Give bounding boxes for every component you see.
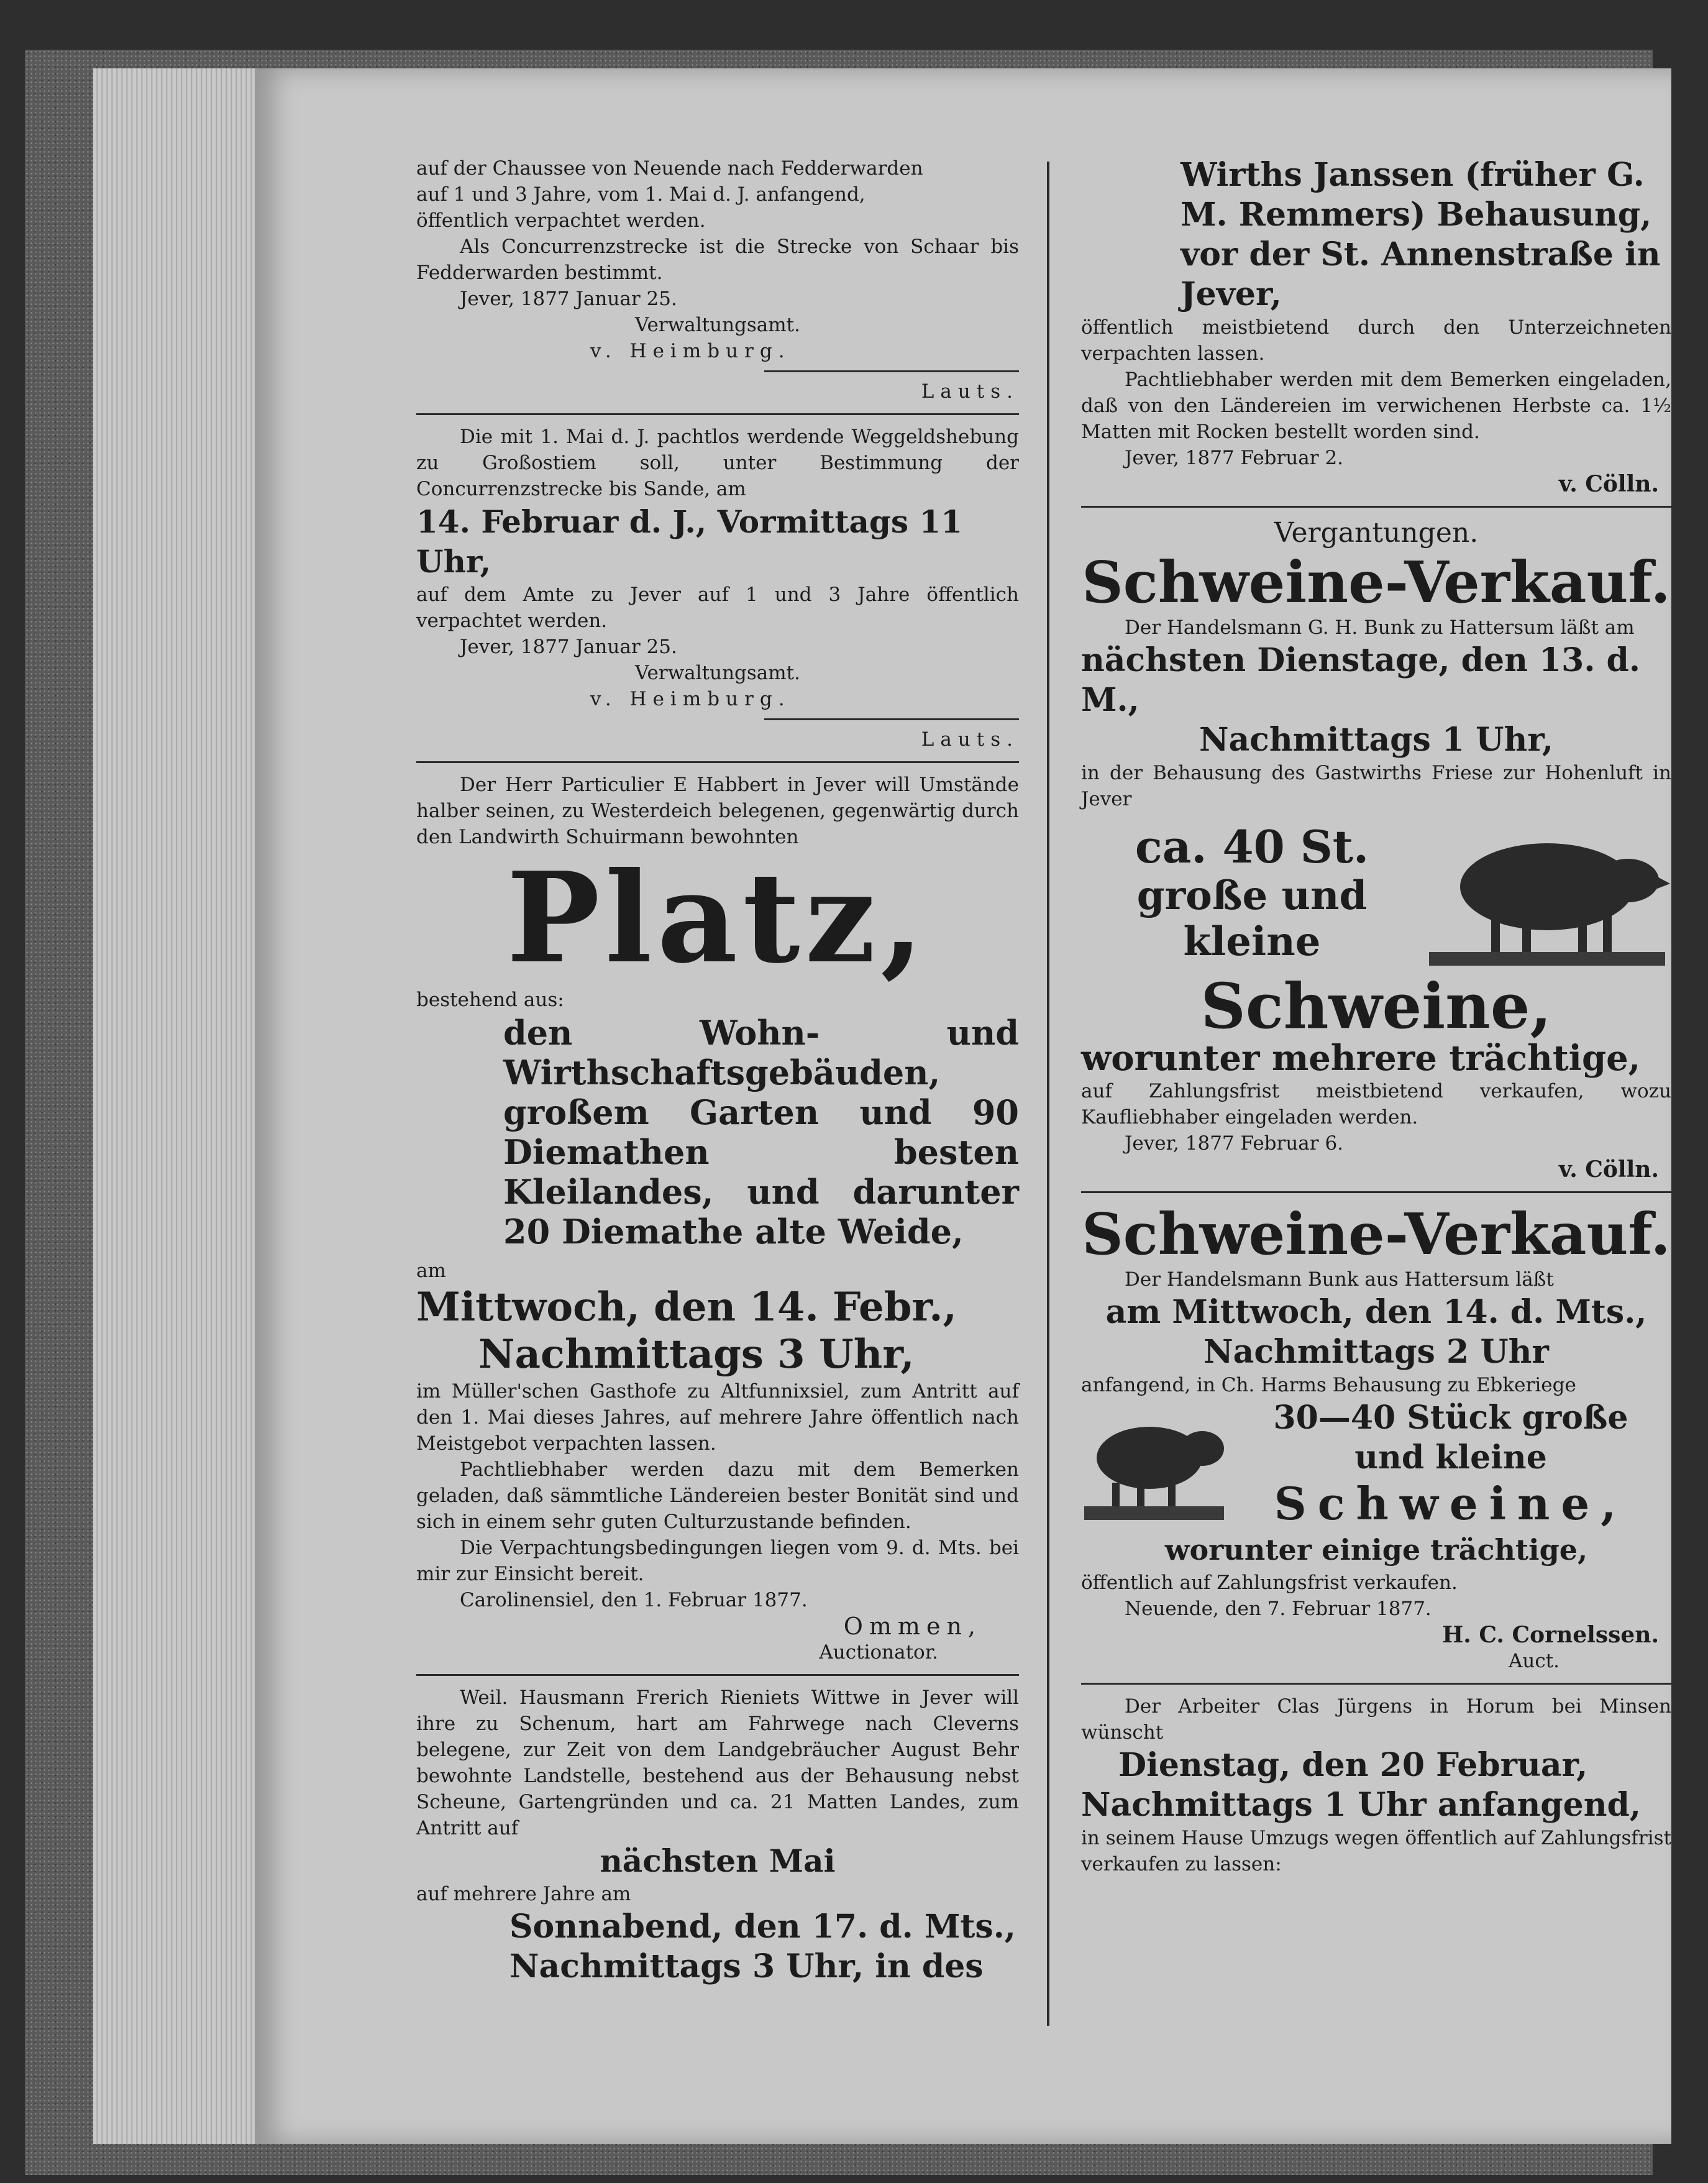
text-paragraph: Der Herr Particulier E Habbert in Jever will Umstände halber seinen, zu Westerdeich belegenen, gegenwärtig durch den Landwirth Schuirmann bewohnten [416,774,1019,848]
ad-juergens [1081,1693,1671,1877]
date-line: Jever, 1877 Februar 2. [1125,447,1344,469]
place-date: Carolinensiel, den 1. Februar 1877. [460,1589,808,1611]
sub-headline: worunter mehrere trächtige, [1081,1038,1641,1079]
text-paragraph: anfangend, in Ch. Harms Behausung zu Ebkeriege [1081,1374,1576,1396]
text-paragraph: auf dem Amte zu Jever auf 1 und 3 Jahre öffentlich verpachtet werden. [416,584,1019,632]
text-line: auf der Chaussee von Neuende nach Fedderwarden [416,157,923,180]
time-headline: Nachmittags 1 Uhr anfangend, [1081,1786,1641,1824]
ad-chaussee [416,155,1019,405]
details: den Wohn- und Wirthschaftsgebäuden, großem Garten und 90 Diemathen besten Kleilandes, und darunter 20 Diemathe alte Weide, [503,1013,1019,1252]
time-headline: Nachmittags 3 Uhr, in des [509,1947,984,1985]
text-paragraph: Die mit 1. Mai d. J. pachtlos werdende Weggeldshebung zu Großostiem soll, unter Bestimmung der Concurrenzstrecke bis Sande, am [416,426,1019,500]
text-paragraph: öffentlich auf Zahlungsfrist verkaufen. [1081,1572,1458,1594]
date-headline: nächsten Dienstage, den 13. d. M., [1081,641,1641,719]
text-paragraph: im Müller'schen Gasthofe zu Altfunnixsiel, zum Antritt auf den 1. Mai dieses Jahres, auf mehrere Jahre öffentlich nach Meistgebot verpachten lassen. [416,1380,1019,1455]
text-paragraph: öffentlich meistbietend durch den Unterzeichneten verpachten lassen. [1081,316,1671,365]
right-column [1081,155,1671,1877]
date-line: Neuende, den 7. Februar 1877. [1125,1598,1432,1620]
text-paragraph: Die Verpachtungsbedingungen liegen vom 9. d. Mts. bei mir zur Einsicht bereit. [416,1537,1019,1585]
text-line: bestehend aus: [416,989,564,1011]
short-rule [764,718,1019,720]
signature: H. C. Cornelssen. [1442,1622,1659,1648]
time-headline: Nachmittags 3 Uhr, [478,1331,915,1378]
ad-platz [416,772,1019,1665]
cosignature: Lauts. [921,728,1019,751]
headline: Wirths Janssen (früher G. [1181,156,1645,194]
ad-landstelle [416,1685,1019,1987]
office-line: Verwaltungsamt. [635,314,800,336]
ad-weggeld [416,424,1019,753]
divider-rule [416,413,1019,415]
role-line: Auct. [1508,1650,1560,1672]
pig-offer [1081,1398,1671,1530]
page-stack-edge [93,68,261,2144]
size-line: und kleine [1354,1439,1547,1476]
date-headline: Sonnabend, den 17. d. Mts., [509,1908,1016,1946]
divider-rule [416,761,1019,763]
text-line: öffentlich verpachtet werden. [416,209,706,232]
text-paragraph: Der Arbeiter Clas Jürgens in Horum bei Minsen wünscht [1081,1695,1671,1744]
text-paragraph: in der Behausung des Gastwirths Friese zur Hohenluft in Jever [1081,762,1671,810]
signature: v. Cölln. [1558,1156,1659,1183]
sub-headline: worunter einige trächtige, [1164,1533,1588,1567]
ad-janssen [1081,155,1671,497]
headline: Jever, [1181,275,1282,313]
time-headline: Nachmittags 1 Uhr, [1199,721,1554,759]
boar-icon [1423,812,1671,974]
date-headline: Mittwoch, den 14. Febr., [416,1284,957,1330]
signature: v. Heimburg. [590,340,791,362]
headline: vor der St. Annenstraße in [1181,236,1661,273]
divider-rule [1081,1683,1671,1685]
animal-headline: Schweine, [1200,969,1552,1043]
signature: v. Cölln. [1558,471,1659,497]
headline: 14. Februar d. J., Vormittags 11 Uhr, [416,503,963,580]
date-line: Jever, 1877 Januar 25. [460,636,677,658]
cosignature: Lauts. [921,380,1019,403]
ad-title: Schweine-Verkauf. [1082,1201,1671,1268]
office-line: Verwaltungsamt. [635,662,800,684]
ad-schweine-2 [1081,1202,1671,1674]
text-line: auf 1 und 3 Jahre, vom 1. Mai d. J. anfangend, [416,183,865,206]
text-paragraph: Weil. Hausmann Frerich Rieniets Wittwe in Jever will ihre zu Schenum, hart am Fahrwege nach Cleverns belegene, zur Zeit von dem Landgebräucher August Behr bewohnte Landstelle, bestehend aus der Behausung nebst Scheune, Gartengründen und ca. 21 Matten Landes, zum Antritt auf [416,1686,1019,1839]
section-heading: Vergantungen. [1274,517,1479,549]
divider-rule [1081,506,1671,508]
platz-title: Platz, [506,845,929,991]
pig-icon [1081,1402,1230,1526]
pig-offer [1081,812,1671,974]
text-paragraph: Als Concurrenzstrecke ist die Strecke von Schaar bis Fedderwarden bestimmt. [416,236,1019,284]
date-headline: am Mittwoch, den 14. d. Mts., [1105,1293,1647,1331]
divider-rule [416,1674,1019,1676]
time-headline: Nachmittags 2 Uhr [1203,1333,1549,1371]
ad-schweine-1 [1081,550,1671,1183]
headline: M. Remmers) Behausung, [1181,196,1652,234]
text-paragraph: Der Handelsmann G. H. Bunk zu Hattersum läßt am [1125,616,1635,639]
date-line: Jever, 1877 Januar 25. [460,288,677,310]
ad-title: Schweine-Verkauf. [1082,549,1671,616]
size-line: kleine [1183,918,1321,965]
headline: nächsten Mai [600,1842,836,1879]
text-paragraph: Pachtliebhaber werden dazu mit dem Bemerken geladen, daß sämmtliche Ländereien bester Bonität sind und sich in einem sehr guten Culturzustande befinden. [416,1458,1019,1533]
date-line: Jever, 1877 Februar 6. [1125,1132,1344,1155]
text-paragraph: Pachtliebhaber werden mit dem Bemerken eingeladen, daß von den Ländereien im verwichenen Herbste ca. 1½ Matten mit Rocken bestellt worden sind. [1081,368,1671,443]
animal-headline: Schweine, [1274,1477,1628,1530]
count-line: 30—40 Stück große [1273,1399,1628,1437]
short-rule [764,370,1019,372]
count-line: ca. 40 St. [1135,820,1369,873]
date-headline: Dienstag, den 20 Februar, [1118,1746,1588,1784]
column-divider [1047,162,1049,2026]
signature: Ommen, [843,1613,982,1640]
left-column [416,155,1019,1987]
text-paragraph: in seinem Hause Umzugs wegen öffentlich auf Zahlungsfrist verkaufen zu lassen: [1081,1827,1671,1875]
role-line: Auctionator. [819,1641,938,1664]
text-paragraph: Der Handelsmann Bunk aus Hattersum läßt [1125,1268,1554,1291]
signature: v. Heimburg. [590,688,791,710]
size-line: große und [1136,872,1368,919]
text-line: am [416,1260,446,1282]
text-paragraph: auf Zahlungsfrist meistbietend verkaufen, wozu Kaufliebhaber eingeladen werden. [1081,1080,1671,1128]
text-line: auf mehrere Jahre am [416,1883,631,1905]
divider-rule [1081,1191,1671,1193]
